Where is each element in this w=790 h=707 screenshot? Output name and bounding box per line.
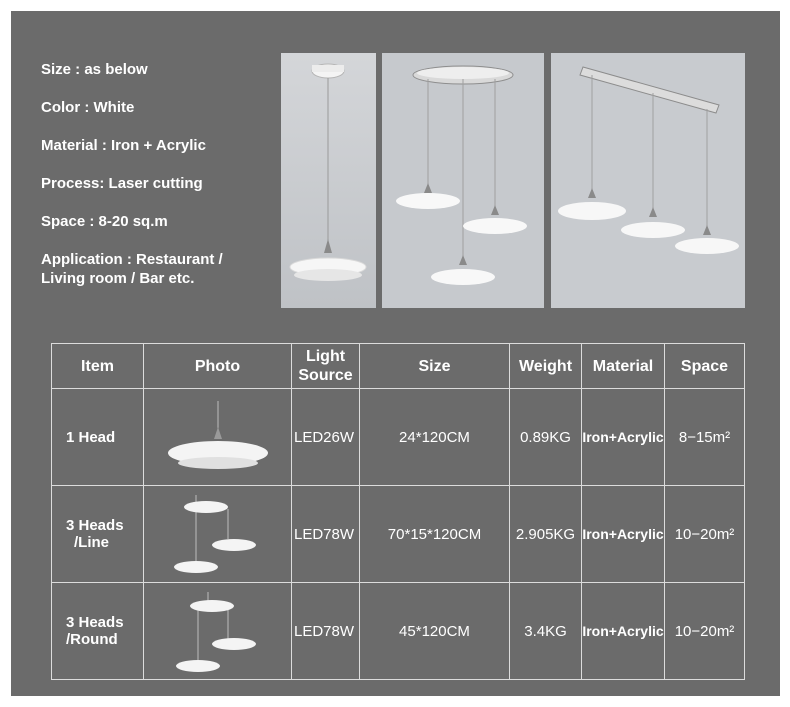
- item-label-line2: /Round: [66, 631, 118, 648]
- item-label-line2: /Line: [74, 534, 110, 551]
- spec-space: Space : 8-20 sq.m: [41, 213, 168, 230]
- space-cell: 10−20m²: [665, 583, 745, 680]
- photo-cell: [144, 389, 292, 486]
- size-cell: 24*120CM: [360, 389, 510, 486]
- spec-color: Color : White: [41, 99, 135, 116]
- table-header-row: [52, 344, 745, 389]
- header-light-source-line1: Light: [305, 348, 346, 365]
- line-lamp-thumbnail-icon: [168, 491, 268, 577]
- spec-material: Material : Iron + Acrylic: [41, 137, 206, 154]
- photo-cell: [144, 486, 292, 583]
- material-cell: Iron+Acrylic: [582, 389, 665, 486]
- header-item: Item: [52, 344, 144, 389]
- light-source-cell: LED78W: [292, 486, 360, 583]
- pendant-line-icon: [551, 53, 745, 308]
- item-label-line1: 3 Heads: [66, 614, 124, 631]
- size-cell: 70*15*120CM: [360, 486, 510, 583]
- header-size: Size: [360, 344, 510, 389]
- size-cell: 45*120CM: [360, 583, 510, 680]
- header-space: Space: [665, 344, 745, 389]
- material-cell: Iron+Acrylic: [582, 486, 665, 583]
- item-label-line1: 1 Head: [66, 428, 116, 446]
- header-photo: Photo: [144, 344, 292, 389]
- single-lamp-thumbnail-icon: [158, 397, 278, 477]
- space-cell: 10−20m²: [665, 486, 745, 583]
- spec-process: Process: Laser cutting: [41, 175, 203, 192]
- item-cell: [52, 389, 144, 486]
- photo-three-heads-line: [551, 53, 745, 308]
- header-weight: Weight: [510, 344, 582, 389]
- spec-application-line1: Application : Restaurant /: [41, 251, 223, 268]
- pendant-lamp-icon: [281, 53, 376, 308]
- item-cell: [52, 486, 144, 583]
- round-lamp-thumbnail-icon: [168, 588, 268, 674]
- weight-cell: 2.905KG: [510, 486, 582, 583]
- material-cell: Iron+Acrylic: [582, 583, 665, 680]
- photo-cell: [144, 583, 292, 680]
- weight-cell: 0.89KG: [510, 389, 582, 486]
- light-source-cell: LED26W: [292, 389, 360, 486]
- table-row: [52, 486, 745, 583]
- spec-application: [41, 250, 223, 288]
- light-source-cell: LED78W: [292, 583, 360, 680]
- header-light-source-line2: Source: [298, 367, 353, 384]
- photo-single-head: [281, 53, 376, 308]
- weight-cell: 3.4KG: [510, 583, 582, 680]
- space-cell: 8−15m²: [665, 389, 745, 486]
- header-material: Material: [582, 344, 665, 389]
- table-row: [52, 389, 745, 486]
- table-row: [52, 583, 745, 680]
- item-label-line1: 3 Heads: [66, 517, 124, 534]
- spec-size: Size : as below: [41, 61, 148, 78]
- pendant-cluster-icon: [382, 53, 544, 308]
- spec-table: [51, 343, 745, 680]
- item-cell: [52, 583, 144, 680]
- header-light-source: [292, 344, 360, 389]
- spec-application-line2: Living room / Bar etc.: [41, 270, 195, 287]
- photo-three-heads-round: [382, 53, 544, 308]
